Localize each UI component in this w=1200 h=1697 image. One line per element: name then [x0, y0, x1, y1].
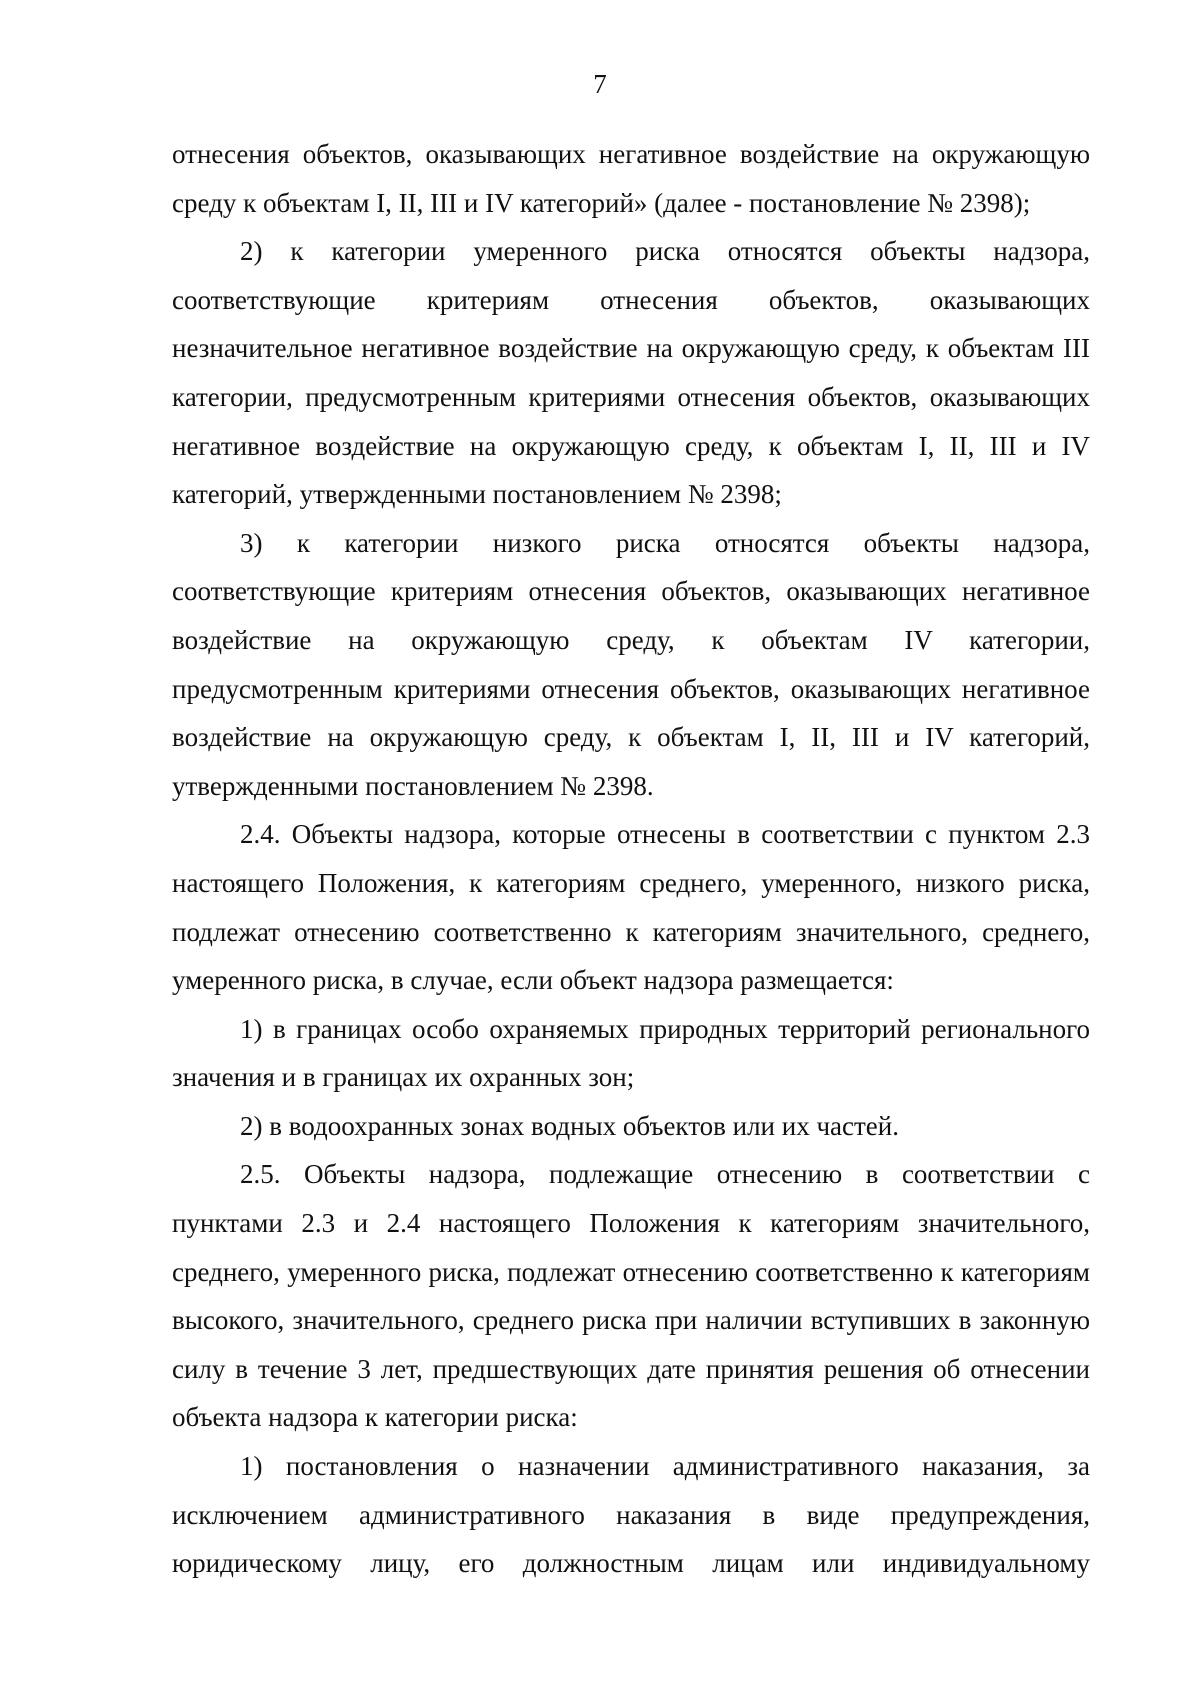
paragraph-item-2-moderate-risk: 2) к категории умеренного риска относятся объекты надзора, соответствующие критериям отнесения объектов, оказывающих незначительное негативное воздействие на окружающую среду, к объектам III категории, предусмотренным критериями отнесения объектов, оказывающих негативное воздействие на окружающую среду, к объектам I, II, III и IV категорий, утвержденными постановлением № 2398;: [172, 236, 1090, 510]
paragraph-2-5-item-1: 1) постановления о назначении административного наказания, за исключением административного наказания в виде предупреждения, юридическому лицу, его должностным лицам или индивидуальному: [172, 1451, 1090, 1579]
paragraph-item-3-low-risk: 3) к категории низкого риска относятся объекты надзора, соответствующие критериям отнесения объектов, оказывающих негативное воздействие на окружающую среду, к объектам IV категории, предусмотренным критериями отнесения объектов, оказывающих негативное воздействие на окружающую среду, к объектам I, II, III и IV категорий, утвержденными постановлением № 2398.: [172, 527, 1090, 801]
paragraph-2-4: 2.4. Объекты надзора, которые отнесены в соответствии с пунктом 2.3 настоящего Положения, к категориям среднего, умеренного, низкого риска, подлежат отнесению соответственно к категориям значительного, среднего, умеренного риска, в случае, если объект надзора размещается:: [172, 819, 1090, 996]
paragraph-2-5: 2.5. Объекты надзора, подлежащие отнесению в соответствии с пунктами 2.3 и 2.4 настоящего Положения к категориям значительного, среднего, умеренного риска, подлежат отнесению соответственно к категориям высокого, значительного, среднего риска при наличии вступивших в законную силу в течение 3 лет, предшествующих дате принятия решения об отнесении объекта надзора к категории риска:: [172, 1159, 1090, 1433]
paragraph-continuation: отнесения объектов, оказывающих негативное воздействие на окружающую среду к объектам I, II, III и IV категорий» (далее - постановление № 2398);: [172, 139, 1090, 218]
paragraph-2-4-item-2: 2) в водоохранных зонах водных объектов или их частей.: [240, 1110, 899, 1141]
page-number: 7: [593, 69, 607, 99]
paragraph-2-4-item-1: 1) в границах особо охраняемых природных территорий регионального значения и в границах их охранных зон;: [172, 1013, 1090, 1093]
document-body: [172, 130, 1090, 1588]
